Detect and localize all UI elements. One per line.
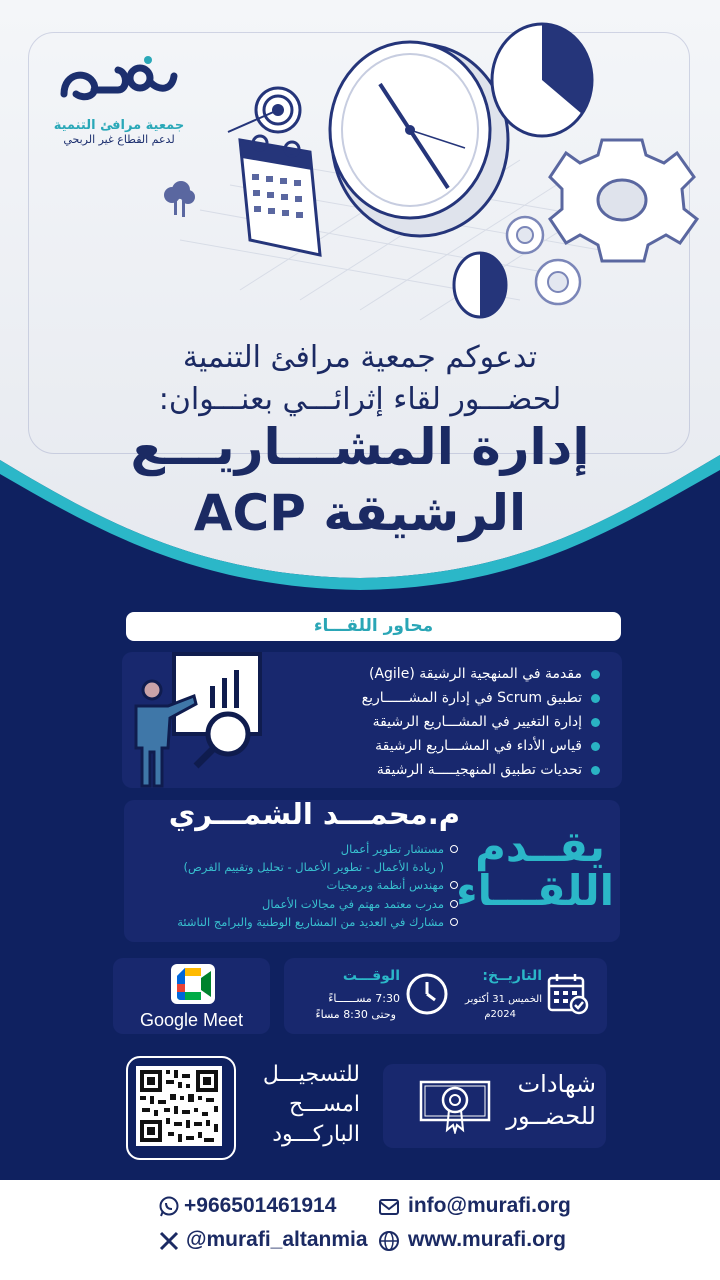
meeting-platform-label: Google Meet (139, 1010, 244, 1030)
date-year: 2024م (484, 1009, 516, 1020)
date-value: الخميس 31 أكتوبر (465, 994, 542, 1005)
invite-line-2: لحضـــور لقاء إثرائـــي بعنـــوان: (158, 382, 562, 417)
google-meet-icon (171, 964, 215, 1004)
topics-header: محاور اللقـــاء (126, 612, 621, 641)
bio-item: مهندس أنظمة وبرمجيات (128, 876, 458, 894)
bullet-dot (591, 694, 600, 703)
invite-line-1: تدعوكم جمعية مرافئ التنمية (182, 340, 538, 375)
time-start: 7:30 مســــــاءً (328, 992, 400, 1005)
target-icon (228, 88, 300, 132)
logo-name: جمعية مرافئ التنمية (53, 118, 185, 133)
bullet-ring (450, 845, 458, 853)
bullet-dot (591, 742, 600, 751)
topic-item: تطبيق Scrum في إدارة المشــــــاريع (280, 686, 600, 710)
x-icon (158, 1230, 180, 1252)
certificates-line-2: للحضــور (506, 1102, 596, 1130)
presenter-name: م.محمـــد الشمـــري (168, 797, 460, 831)
logo (44, 52, 194, 146)
clock-illustration (330, 42, 508, 236)
time-end: وحتى 8:30 مساءً (315, 1008, 396, 1021)
logo-tagline: لدعم القطاع غير الربحي (63, 133, 175, 146)
globe-icon (378, 1230, 400, 1252)
presentation-icon (124, 652, 274, 788)
topic-item: مقدمة في المنهجية الرشيقة (Agile) (280, 662, 600, 686)
topic-item: تحديات تطبيق المنهجيـــــة الرشيقة (280, 758, 600, 782)
contact-social-handle[interactable]: @murafi_altanmia (186, 1228, 368, 1251)
qr-code[interactable] (136, 1066, 222, 1146)
event-title-line-1: إدارة المشـــاريـــع (130, 418, 590, 476)
bullet-dot (591, 766, 600, 775)
bio-item: مشارك في العديد من المشاريع الوطنية والبرامج الناشئة (128, 913, 458, 931)
time-label: الوقـــت (342, 968, 400, 984)
presents-label-line-2: اللقـــاء (456, 866, 614, 915)
topic-item: قياس الأداء في المشـــاريع الرشيقة (280, 734, 600, 758)
contact-website[interactable]: www.murafi.org (408, 1228, 566, 1251)
bullet-ring (450, 918, 458, 926)
topic-item: إدارة التغيير في المشـــاريع الرشيقة (280, 710, 600, 734)
date-label: التاريــخ: (482, 968, 542, 984)
clock-icon (405, 972, 449, 1016)
bio-item: مستشار تطوير أعمال (128, 840, 458, 858)
certificates-line-1: شهادات (517, 1070, 596, 1098)
bio-item: مدرب معتمد مهتم في مجالات الأعمال (128, 895, 458, 913)
bio-item: ( ريادة الأعمال - تطوير الأعمال - تحليل وتقييم الفرص) (183, 860, 444, 875)
register-line-2: امســـح (288, 1092, 360, 1117)
bullet-dot (591, 718, 600, 727)
register-line-3: الباركـــود (272, 1122, 360, 1147)
topics-list (280, 662, 600, 782)
calendar-icon (240, 136, 320, 255)
gear-icon (550, 140, 697, 261)
presenter-bio-list (128, 840, 458, 931)
register-line-1: للتسجيـــل (262, 1062, 360, 1087)
contact-phone[interactable]: +966501461914 (184, 1194, 337, 1217)
event-title-line-2: الرشيقة ACP (193, 484, 527, 542)
pie-chart-illustration (492, 24, 592, 136)
contact-email[interactable]: info@murafi.org (408, 1194, 571, 1217)
whatsapp-icon (158, 1196, 180, 1218)
logo-mark (54, 52, 184, 112)
hero-illustration (160, 20, 700, 330)
presents-label-line-1: يقــدم (475, 822, 605, 871)
certificate-icon (417, 1078, 493, 1134)
bullet-dot (591, 670, 600, 679)
mail-icon (378, 1196, 400, 1218)
calendar-check-icon (546, 972, 590, 1016)
